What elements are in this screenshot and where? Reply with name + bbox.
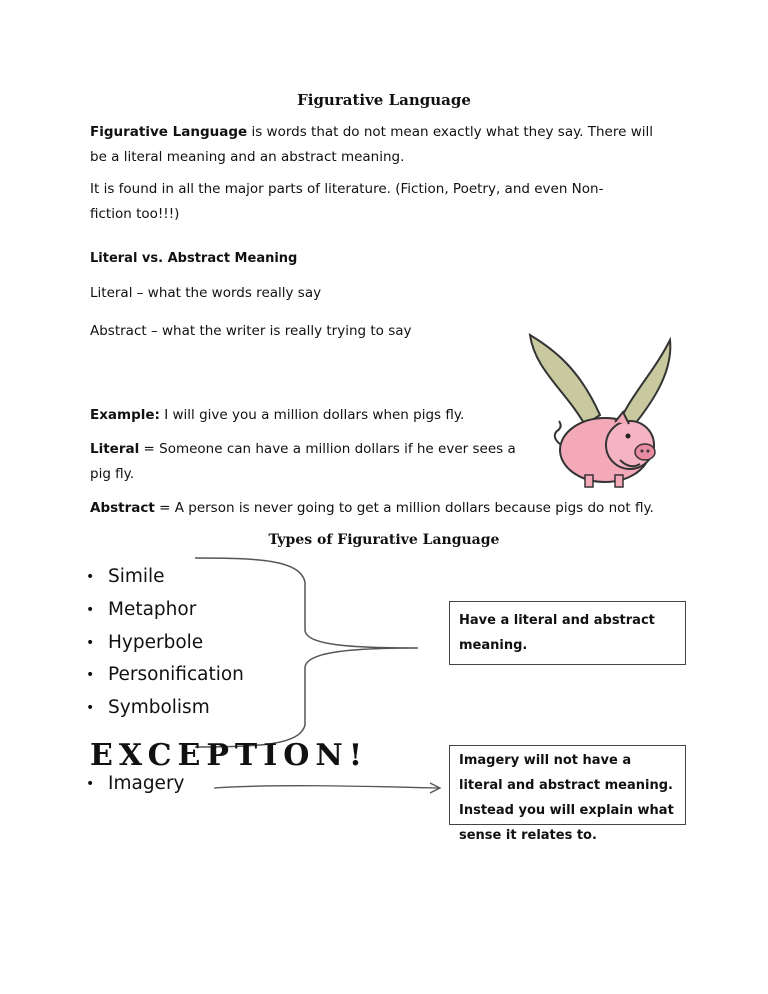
types-heading: Types of Figurative Language	[268, 532, 500, 548]
example-literal-text: = Someone can have a million dollars if he ever sees a	[139, 441, 516, 457]
type-item-simile: • Simile	[108, 566, 165, 587]
exception-note-line: Imagery will not have a	[459, 753, 632, 768]
brace-connector	[190, 550, 430, 760]
exception-note-line: literal and abstract meaning.	[459, 778, 673, 793]
literal-vs-abstract-heading: Literal vs. Abstract Meaning	[90, 251, 298, 266]
example-label: Example:	[90, 407, 160, 423]
exception-note-line: sense it relates to.	[459, 828, 597, 843]
example-literal-line-2: pig fly.	[90, 466, 135, 482]
example-abstract-label: Abstract	[90, 500, 155, 516]
literal-definition: Literal – what the words really say	[90, 285, 322, 301]
type-item-symbolism: • Symbolism	[108, 697, 210, 718]
page-title: Figurative Language	[297, 91, 471, 109]
type-item-metaphor: • Metaphor	[108, 599, 196, 620]
example-abstract-line	[90, 500, 654, 516]
exception-note-box	[449, 745, 686, 843]
example-line	[90, 407, 464, 423]
example-literal-label: Literal	[90, 441, 140, 457]
type-item-personification: • Personification	[108, 664, 244, 685]
exception-item-imagery: • Imagery	[108, 773, 185, 794]
intro-term: Figurative Language	[90, 124, 248, 140]
found-line-1: It is found in all the major parts of literature. (Fiction, Poetry, and even Non-	[90, 181, 604, 197]
types-note-box: Have a literal and abstract meaning.	[449, 601, 686, 665]
exception-heading: EXCEPTION!	[90, 738, 368, 773]
example-literal-line-1	[90, 441, 516, 457]
example-abstract-text: = A person is never going to get a million dollars because pigs do not fly.	[154, 500, 654, 516]
found-line-2: fiction too!!!)	[90, 206, 180, 222]
flying-pig-image	[525, 330, 675, 500]
imagery-arrow	[210, 778, 450, 798]
intro-text: is words that do not mean exactly what they say. There will	[247, 124, 654, 140]
example-text: I will give you a million dollars when pigs fly.	[159, 407, 465, 423]
exception-note-line: Instead you will explain what	[459, 803, 674, 818]
intro-line-1	[90, 124, 653, 140]
intro-line-2: be a literal meaning and an abstract meaning.	[90, 149, 405, 165]
type-item-hyperbole: • Hyperbole	[108, 632, 203, 653]
abstract-definition: Abstract – what the writer is really trying to say	[90, 323, 412, 339]
